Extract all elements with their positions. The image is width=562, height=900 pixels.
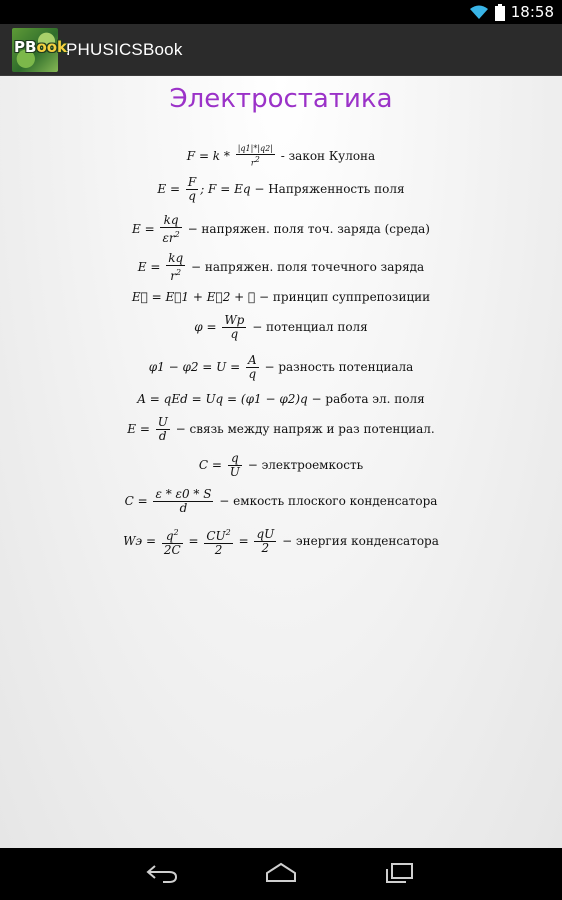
formula-capacitor-energy: Wэ = $\frac{q^2}{2C}$ = $\frac{CU^2}{2}$ = $\frac{qU}{2}$ − энергия конденсатора — [123, 527, 439, 557]
app-title: PHUSICSBook — [66, 39, 183, 59]
formula-point-charge-medium: E = $\frac{kq}{\varepsilon r^2}$ − напряжен. поля точ. заряда (среда) — [132, 213, 430, 245]
status-icons — [469, 0, 554, 24]
formula-coulomb: F = k * $\frac{|q1|*|q2|}{r^2}$ - закон Кулона — [186, 144, 376, 168]
formula-voltage-relation: E = $\frac{U}{d}$ − связь между напряж и раз потенциал. — [127, 415, 435, 443]
battery-icon — [495, 4, 505, 21]
app-logo-icon[interactable] — [12, 28, 68, 72]
wifi-icon — [469, 4, 489, 20]
navigation-bar — [0, 848, 562, 900]
formula-superposition: E⃗ = E⃗1 + E⃗2 + ⋯ − принцип суппрепозиции — [131, 290, 431, 304]
action-bar — [0, 24, 562, 76]
formula-field-strength: E = $\frac{F}{q}$ ; F = Eq − Напряженность поля — [157, 175, 405, 203]
page-title: Электростатика — [169, 84, 393, 114]
formula-work: A = qEd = Uq = (φ1 − φ2)q − работа эл. поля — [137, 392, 425, 406]
formula-potential-difference: φ1 − φ2 = U = $\frac{A}{q}$ − разность потенциала — [148, 353, 414, 381]
formula-point-charge: E = $\frac{kq}{r^2}$ − напряжен. поля точечного заряда — [137, 251, 425, 283]
back-icon[interactable] — [145, 862, 179, 884]
formula-potential: φ = $\frac{Wp}{q}$ − потенциал поля — [194, 313, 368, 341]
status-time: 18:58 — [510, 3, 554, 21]
content-area — [0, 76, 562, 848]
home-icon[interactable] — [264, 862, 298, 884]
formula-capacitance: C = $\frac{q}{U}$ − электроемкость — [198, 451, 364, 479]
recent-apps-icon[interactable] — [384, 862, 414, 884]
status-bar — [0, 0, 562, 24]
app-logo-text: PBook — [14, 37, 68, 56]
formula-plate-capacitor: C = $\frac{\varepsilon * \varepsilon 0 * S}{d}$ − емкость плоского конденсатора — [124, 487, 438, 515]
